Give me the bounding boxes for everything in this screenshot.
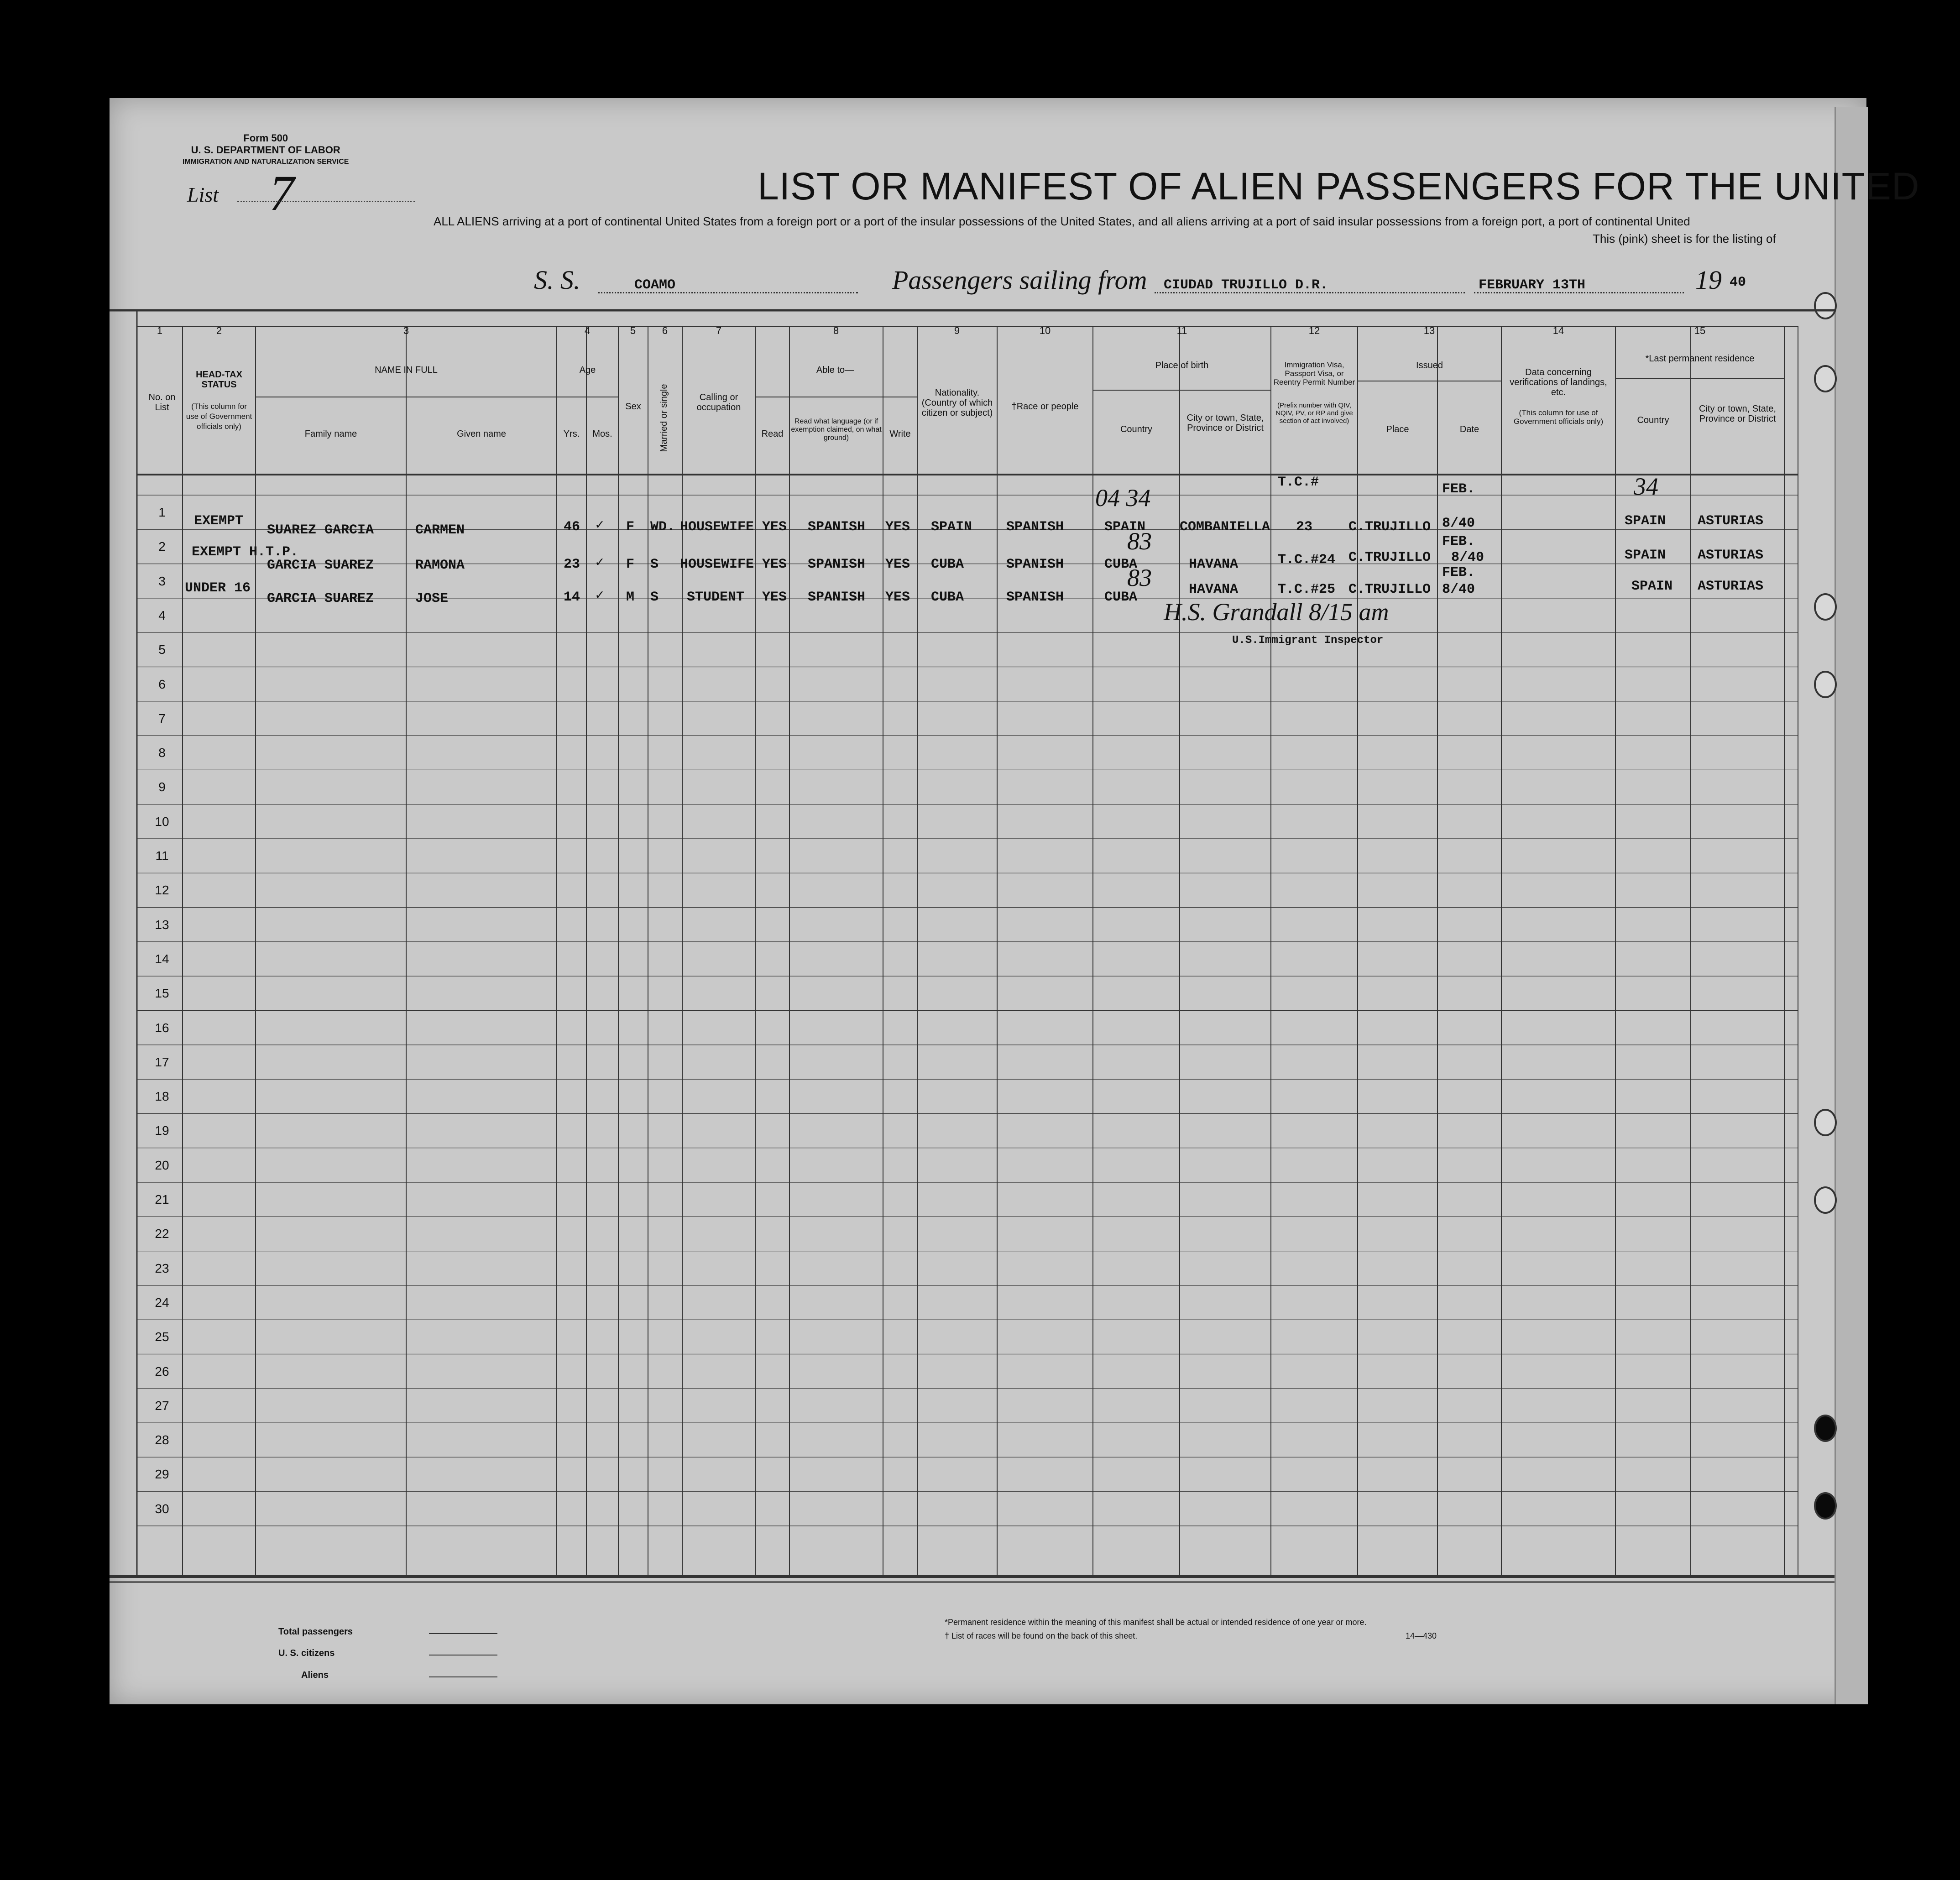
total-passengers-label: Total passengers [278, 1627, 353, 1637]
header-write: Write [889, 429, 911, 439]
row-number: 2 [158, 539, 166, 554]
issued-date: 8/40 [1442, 582, 1475, 597]
column-number: 14 [1552, 325, 1564, 336]
form-code: 14—430 [1406, 1631, 1437, 1640]
row-number: 5 [158, 642, 166, 657]
column-number: 4 [584, 325, 591, 336]
issued-date: 8/40 [1442, 516, 1475, 531]
header-read: Read [761, 429, 784, 439]
given-name: CARMEN [415, 522, 465, 538]
family-name: GARCIA SUAREZ [267, 591, 374, 606]
can-read: YES [762, 590, 787, 605]
row-number: 12 [155, 883, 169, 898]
column-number: 6 [662, 325, 668, 336]
race: SPANISH [1006, 557, 1064, 572]
nationality: CUBA [931, 590, 964, 605]
row-number: 13 [155, 917, 169, 932]
row-number: 30 [155, 1501, 169, 1516]
header-nationality: Nationality. (Country of which citizen or subject) [921, 388, 993, 418]
marital-status: WD. [650, 519, 675, 535]
handwritten-code: 04 34 [1095, 484, 1151, 512]
aliens-label: Aliens [301, 1670, 329, 1680]
row-number: 15 [155, 986, 169, 1001]
row-number: 18 [155, 1089, 169, 1104]
residence-country: SPAIN [1631, 579, 1673, 594]
row-number: 16 [155, 1020, 169, 1035]
row-number: 25 [155, 1330, 169, 1344]
row-number: 29 [155, 1467, 169, 1482]
nationality: CUBA [931, 557, 964, 572]
race: SPANISH [1006, 590, 1064, 605]
row-number: 4 [158, 608, 166, 622]
birth-city: COMBANIELLA [1180, 519, 1270, 535]
column-number: 3 [403, 325, 409, 336]
header-pob-city: City or town, State, Province or District [1186, 413, 1264, 433]
header-pob-country: Country [1120, 424, 1153, 434]
birth-city: HAVANA [1189, 557, 1239, 572]
can-read: YES [762, 519, 787, 535]
header-issued-place: Place [1386, 424, 1409, 434]
column-number: 7 [716, 325, 722, 336]
residence-city: ASTURIAS [1698, 579, 1764, 594]
footnote-residence: *Permanent residence within the meaning of this manifest shall be actual or intended residence of one year or more. [945, 1618, 1367, 1627]
header-no-on-list: No. on List [148, 392, 176, 413]
us-citizens-label: U. S. citizens [278, 1648, 335, 1658]
header-place-of-birth: Place of birth [1155, 360, 1209, 371]
birth-country: SPAIN [1104, 519, 1146, 535]
read-language: SPANISH [808, 519, 866, 535]
occupation: HOUSEWIFE [680, 557, 754, 572]
header-sex: Sex [625, 402, 641, 412]
subtitle-text-2: This (pink) sheet is for the listing of [1593, 232, 1776, 245]
given-name: RAMONA [415, 558, 465, 573]
age-check: ✓ [596, 555, 604, 571]
age-years: 14 [564, 590, 580, 605]
head-tax-status: EXEMPT [194, 513, 244, 529]
header-last-residence: *Last permanent residence [1645, 354, 1755, 364]
row-number: 19 [155, 1123, 169, 1138]
column-number: 1 [157, 325, 163, 336]
handwritten-code: 83 [1127, 527, 1152, 555]
can-read: YES [762, 557, 787, 572]
header-visa: Immigration Visa, Passport Visa, or Reentry Permit Number [1273, 360, 1355, 386]
page-title: LIST OR MANIFEST OF ALIEN PASSENGERS FOR THE UNITED [758, 165, 1920, 208]
header-head-tax-note: (This column for use of Government officials only) [186, 402, 252, 431]
sex: F [626, 519, 635, 535]
header-calling: Calling or occupation [696, 392, 741, 413]
row-number: 3 [158, 574, 166, 588]
age-check: ✓ [596, 518, 604, 533]
birth-country: CUBA [1104, 590, 1138, 605]
column-number: 12 [1308, 325, 1320, 336]
read-language: SPANISH [808, 590, 866, 605]
header-data-verif-note: (This column for use of Government officials only) [1513, 408, 1604, 426]
header-yrs: Yrs. [563, 429, 580, 439]
row-number: 24 [155, 1295, 169, 1310]
residence-city: ASTURIAS [1698, 513, 1764, 529]
column-number: 9 [954, 325, 960, 336]
visa-number: T.C.#24 [1278, 552, 1336, 568]
family-name: GARCIA SUAREZ [267, 558, 374, 573]
list-number: 7 [269, 165, 294, 221]
row-number: 23 [155, 1261, 169, 1275]
footnote-races: † List of races will be found on the back of this sheet. [945, 1631, 1138, 1640]
form-number: Form 500 [243, 132, 288, 144]
sex: M [626, 590, 635, 605]
head-tax-status: UNDER 16 [185, 580, 251, 596]
age-years: 23 [564, 557, 580, 572]
header-given-name: Given name [457, 429, 506, 439]
visa-number: 23 [1296, 519, 1313, 535]
sex: F [626, 557, 635, 572]
header-mos: Mos. [592, 429, 612, 439]
row-number: 10 [155, 814, 169, 829]
year-prefix: 19 [1695, 265, 1722, 295]
marital-status: S [650, 557, 659, 572]
sailing-label: Passengers sailing from [892, 265, 1147, 295]
can-write: YES [885, 590, 910, 605]
row-number: 6 [158, 677, 166, 691]
department-name: U. S. DEPARTMENT OF LABOR [191, 144, 340, 156]
race: SPANISH [1006, 519, 1064, 535]
column-number: 8 [833, 325, 839, 336]
given-name: JOSE [415, 591, 449, 606]
row-number: 7 [158, 711, 166, 726]
port-of-departure: CIUDAD TRUJILLO D.R. [1164, 277, 1328, 293]
residence-country: SPAIN [1625, 513, 1666, 529]
row-number: 28 [155, 1433, 169, 1447]
column-number: 15 [1694, 325, 1706, 336]
column-number: 5 [630, 325, 636, 336]
row-number: 8 [158, 746, 166, 760]
row-number: 1 [158, 505, 166, 519]
header-visa-note: (Prefix number with QIV, NQIV, PV, or RP and give section of act involved) [1275, 402, 1353, 425]
header-head-tax: HEAD-TAX STATUS [196, 370, 242, 390]
header-able-to: Able to— [816, 365, 854, 375]
issued-place: C.TRUJILLO [1348, 550, 1431, 565]
issued-month: FEB. [1442, 481, 1475, 497]
ship-name: COAMO [634, 277, 676, 293]
can-write: YES [885, 557, 910, 572]
read-language: SPANISH [808, 557, 866, 572]
issued-place: C.TRUJILLO [1348, 519, 1431, 535]
header-issued: Issued [1416, 360, 1443, 371]
row-number: 14 [155, 951, 169, 966]
inspector-signature: H.S. Grandall 8/15 am [1164, 598, 1389, 626]
header-issued-date: Date [1459, 424, 1479, 434]
row-number: 22 [155, 1227, 169, 1241]
column-number: 10 [1039, 325, 1051, 336]
age-years: 46 [564, 519, 580, 535]
family-name: SUAREZ GARCIA [267, 522, 374, 538]
header-age: Age [579, 365, 596, 375]
marital-status: S [650, 590, 659, 605]
row-number: 11 [155, 849, 169, 863]
head-tax-status: EXEMPT H.T.P. [192, 544, 299, 560]
header-read-language: Read what language (or if exemption claimed, on what ground) [791, 418, 882, 442]
row-number: 21 [155, 1192, 169, 1206]
age-check: ✓ [596, 588, 604, 604]
header-race: †Race or people [1011, 402, 1079, 412]
ss-label: S. S. [534, 265, 580, 295]
sailing-date: FEBRUARY 13TH [1479, 277, 1586, 293]
service-name: IMMIGRATION AND NATURALIZATION SERVICE [183, 158, 349, 166]
residence-city: ASTURIAS [1698, 548, 1764, 563]
year-suffix: 40 [1730, 275, 1746, 290]
issued-place: C.TRUJILLO [1348, 582, 1431, 597]
subtitle-text: ALL ALIENS arriving at a port of continental United States from a foreign port or a port of the insular possessions of the United States, and all aliens arriving at a port of said insular possessions from a foreign port, a port of continental United [434, 214, 1690, 228]
residence-country: SPAIN [1625, 548, 1666, 563]
header-family-name: Family name [304, 429, 357, 439]
can-write: YES [885, 519, 910, 535]
header-name-in-full: NAME IN FULL [375, 365, 438, 375]
row-number: 27 [155, 1398, 169, 1413]
header-lr-country: Country [1637, 415, 1669, 425]
column-number: 13 [1423, 325, 1435, 336]
birth-city: HAVANA [1189, 582, 1239, 597]
row-number: 26 [155, 1364, 169, 1379]
header-lr-city: City or town, State, Province or District [1699, 404, 1776, 424]
row-number: 9 [158, 780, 166, 794]
column-number: 11 [1176, 325, 1187, 336]
issued-date: 8/40 [1451, 550, 1484, 565]
handwritten-code: 83 [1127, 564, 1152, 591]
occupation: HOUSEWIFE [680, 519, 754, 535]
visa-header: T.C.# [1278, 475, 1319, 490]
handwritten-code: 34 [1634, 473, 1658, 500]
birth-country: CUBA [1104, 557, 1138, 572]
nationality: SPAIN [931, 519, 972, 535]
row-number: 17 [155, 1055, 169, 1069]
inspector-title: U.S.Immigrant Inspector [1232, 634, 1384, 647]
visa-number: T.C.#25 [1278, 582, 1336, 597]
issued-month: FEB. [1442, 534, 1475, 549]
row-number: 20 [155, 1158, 169, 1172]
issued-month: FEB. [1442, 565, 1475, 580]
occupation: STUDENT [687, 590, 745, 605]
list-label: List [187, 183, 219, 206]
header-data-verif: Data concerning verifications of landings, etc. [1510, 367, 1607, 397]
column-number: 2 [216, 325, 222, 336]
header-married: Married or single [659, 384, 669, 452]
